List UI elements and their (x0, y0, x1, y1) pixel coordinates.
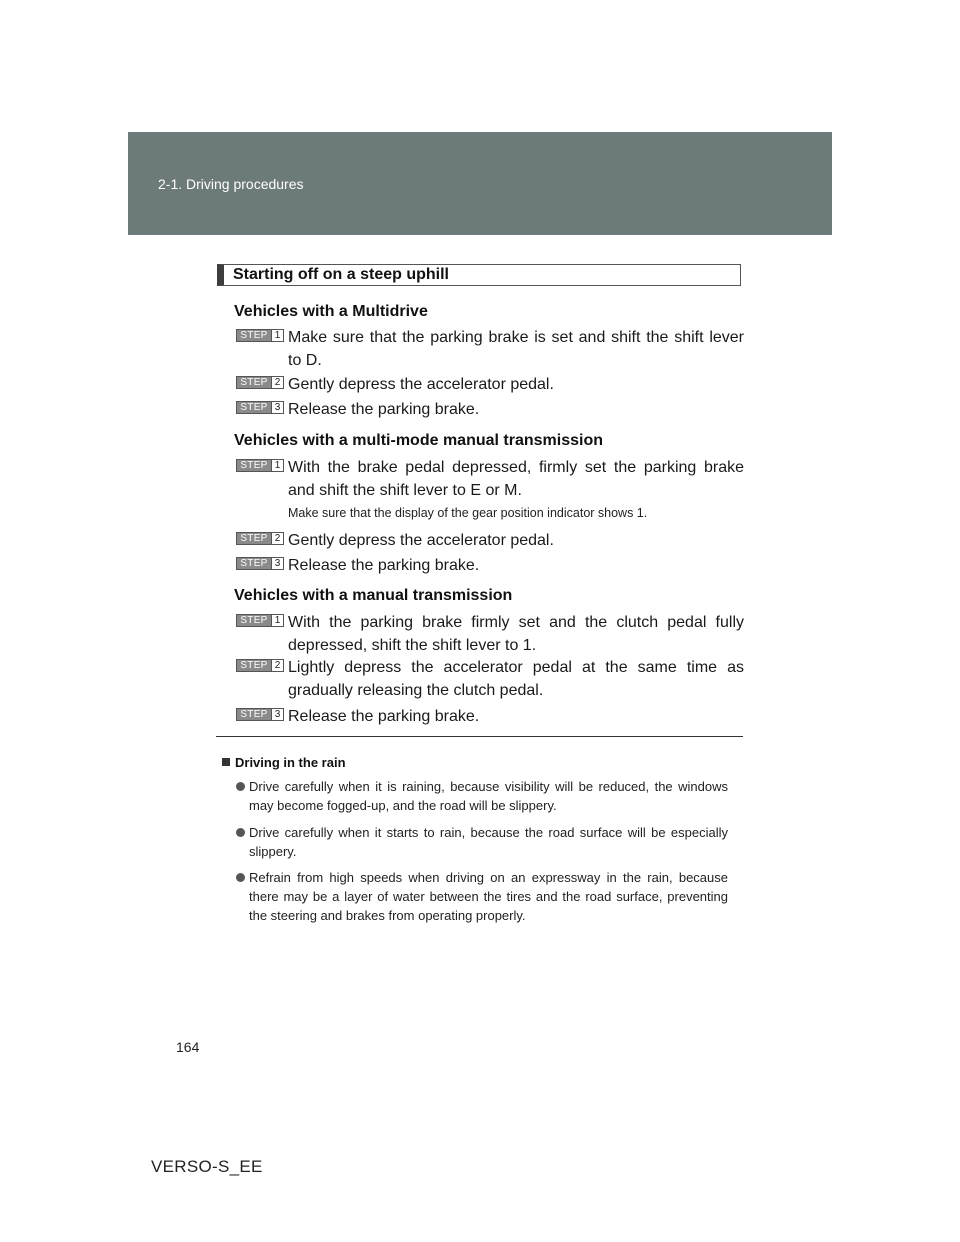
step-manual-2 (236, 656, 744, 702)
bullet-dot-icon (236, 828, 245, 837)
subheading-multidrive: Vehicles with a Multidrive (234, 303, 428, 320)
rain-heading: Driving in the rain (222, 755, 346, 770)
step-text: Release the parking brake. (288, 557, 480, 574)
step-badge: STEP 1 (236, 459, 284, 472)
rain-bullet-3: Refrain from high speeds when driving on an expressway in the rain, because there may be a layer of water between the tires and the road surface, preventing the steering and brakes from operating properly. (236, 868, 728, 925)
step-manual-1 (236, 611, 744, 657)
step-multidrive-1 (236, 326, 744, 372)
step-manual-3 (236, 705, 744, 728)
chapter-section-label: 2-1. Driving procedures (158, 176, 304, 192)
step-multidrive-2 (236, 373, 744, 396)
step-multimode-3 (236, 554, 744, 577)
document-footer: VERSO-S_EE (151, 1157, 263, 1176)
step-badge: STEP 3 (236, 557, 284, 570)
bullet-dot-icon (236, 873, 245, 882)
section-divider (216, 736, 743, 737)
rain-bullet-2: Drive carefully when it starts to rain, because the road surface will be especially slippery. (236, 823, 728, 861)
step-badge: STEP 1 (236, 614, 284, 627)
gear-indicator-note: Make sure that the display of the gear position indicator shows 1. (288, 506, 648, 520)
step-multidrive-3 (236, 398, 744, 421)
step-multimode-1 (236, 456, 744, 502)
step-text: With the brake pedal depressed, firmly set the parking brake and shift the shift lever to E or M. (288, 459, 744, 499)
step-badge: STEP 2 (236, 376, 284, 389)
step-badge: STEP 3 (236, 401, 284, 414)
step-text: Gently depress the accelerator pedal. (288, 532, 554, 549)
page-number: 164 (176, 1039, 200, 1055)
step-badge: STEP 3 (236, 708, 284, 721)
step-text: Release the parking brake. (288, 401, 480, 418)
step-multimode-2 (236, 529, 744, 552)
subheading-manual: Vehicles with a manual transmission (234, 587, 513, 604)
section-title: Starting off on a steep uphill (217, 264, 741, 286)
step-text: Gently depress the accelerator pedal. (288, 376, 554, 393)
step-text: With the parking brake firmly set and the clutch pedal fully depressed, shift the shift lever to 1. (288, 614, 744, 654)
subheading-multimode: Vehicles with a multi-mode manual transmission (234, 432, 603, 449)
step-text: Lightly depress the accelerator pedal at the same time as gradually releasing the clutch pedal. (288, 659, 744, 699)
rain-bullet-1: Drive carefully when it is raining, because visibility will be reduced, the windows may become fogged-up, and the road will be slippery. (236, 777, 728, 815)
step-badge: STEP 2 (236, 532, 284, 545)
step-text: Make sure that the parking brake is set and shift the shift lever to D. (288, 329, 744, 369)
square-bullet-icon (222, 758, 230, 766)
step-text: Release the parking brake. (288, 708, 480, 725)
chapter-header (128, 132, 832, 235)
step-badge: STEP 2 (236, 659, 284, 672)
step-badge: STEP 1 (236, 329, 284, 342)
bullet-dot-icon (236, 782, 245, 791)
